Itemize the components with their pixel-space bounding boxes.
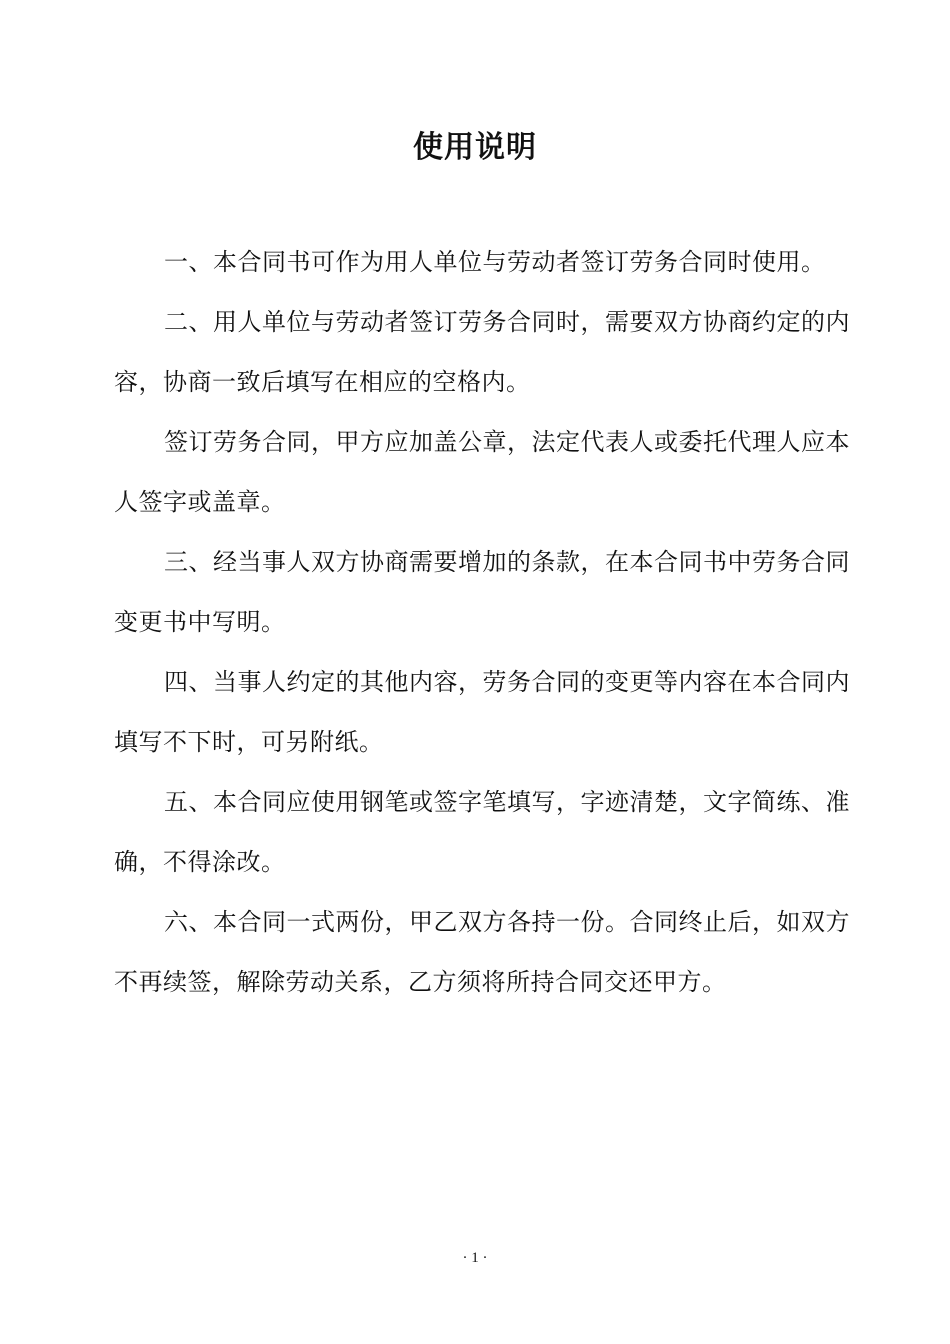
paragraph-7: 六、本合同一式两份，甲乙双方各持一份。合同终止后，如双方不再续签，解除劳动关系，乙方须将所持合同交还甲方。 [114,908,850,996]
page-number: · 1 · [462,1250,488,1266]
paragraph-1: 一、本合同书可作为用人单位与劳动者签订劳务合同时使用。 [164,248,826,276]
page-title: 使用说明 [413,130,537,166]
paragraph-5: 四、当事人约定的其他内容，劳务合同的变更等内容在本合同内填写不下时，可另附纸。 [114,668,850,756]
paragraph-6: 五、本合同应使用钢笔或签字笔填写，字迹清楚，文字简练、准确，不得涂改。 [114,788,850,876]
document-body [114,232,850,1012]
paragraph-2: 二、用人单位与劳动者签订劳务合同时，需要双方协商约定的内容，协商一致后填写在相应的空格内。 [114,308,850,396]
paragraph-4: 三、经当事人双方协商需要增加的条款，在本合同书中劳务合同变更书中写明。 [114,548,850,636]
paragraph-3: 签订劳务合同，甲方应加盖公章，法定代表人或委托代理人应本人签字或盖章。 [114,428,850,516]
